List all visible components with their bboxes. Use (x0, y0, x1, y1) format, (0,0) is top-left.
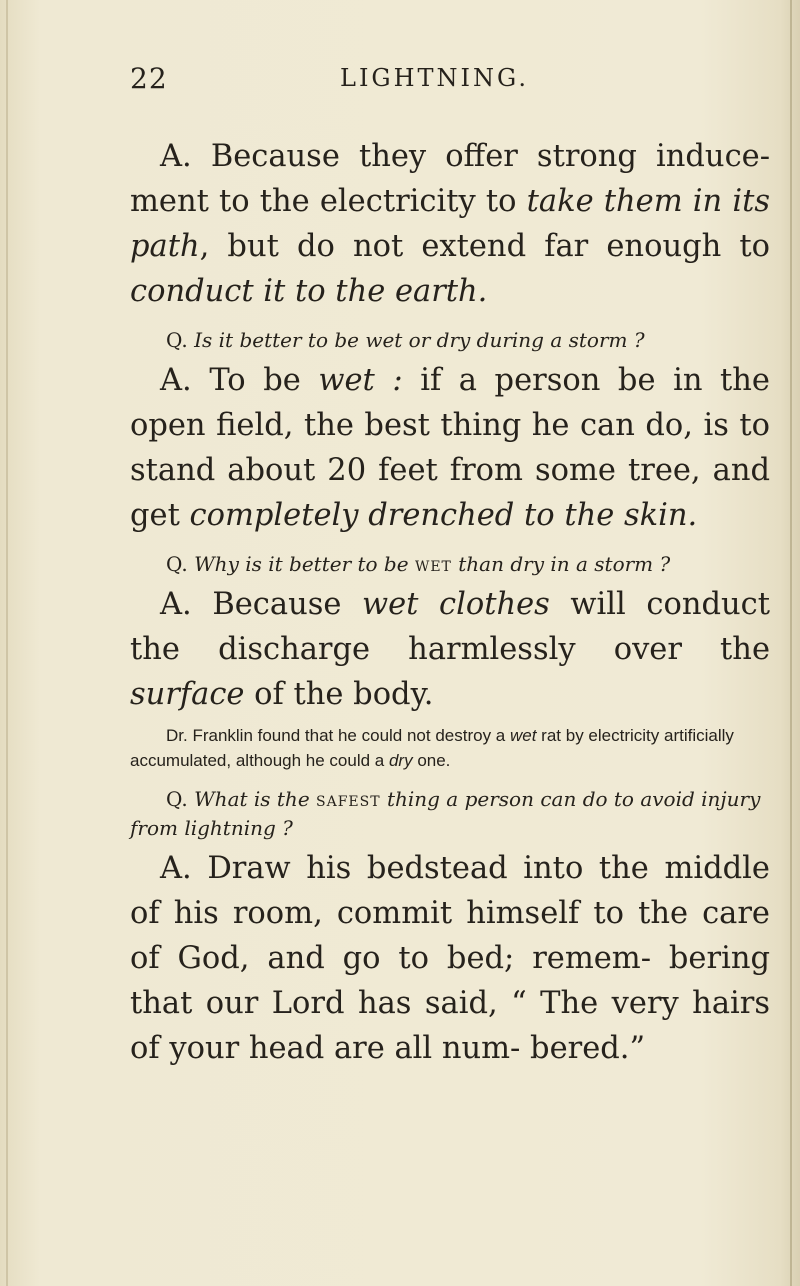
question-label: Q. (166, 328, 188, 352)
question-label: Q. (166, 552, 188, 576)
question-paragraph (130, 326, 770, 355)
answer-text: Draw his bedstead into the middle of his room, commit himself to the care of God, and go to bed; remem- bering that our Lord has said, “ The very hairs of your head are all num- bered.” (130, 851, 770, 1066)
note-emphasis: dry (388, 751, 413, 770)
question-small-caps: wet (414, 552, 452, 576)
answer-emphasis: take them in its path (130, 184, 770, 264)
question-text: Is it better to be wet or dry during a storm ? (194, 328, 645, 352)
answer-paragraph (130, 582, 770, 717)
note-text: Dr. Franklin found that he could not destroy a (166, 726, 510, 745)
answer-label: A. (160, 587, 192, 622)
question-paragraph (130, 550, 770, 579)
question-text: What is the (194, 787, 317, 811)
answer-text: , but do not extend far enough to (199, 229, 770, 264)
question-small-caps: safest (316, 787, 381, 811)
note-text: rat by electricity artificially accumulated, although he could a (130, 726, 734, 770)
running-head: LIGHTNING. (340, 64, 529, 92)
footnote-paragraph (130, 723, 770, 773)
page-edge-left (6, 0, 8, 1286)
answer-paragraph (130, 358, 770, 538)
answer-label: A. (160, 139, 192, 174)
answer-label: A. (160, 851, 192, 886)
answer-emphasis: conduct it to the earth. (130, 274, 488, 309)
page-header (130, 62, 770, 102)
question-paragraph (130, 785, 770, 843)
question-text: thing a person can do to avoid injury from lightning ? (130, 787, 761, 840)
answer-emphasis: wet clothes (362, 587, 550, 622)
question-text: Why is it better to be (194, 552, 415, 576)
page-edge-right (790, 0, 792, 1286)
question-label: Q. (166, 787, 188, 811)
question-text: than dry in a storm ? (451, 552, 671, 576)
answer-emphasis: wet : (318, 363, 403, 398)
answer-paragraph (130, 134, 770, 314)
answer-text: of the body. (244, 677, 434, 712)
answer-emphasis: completely drenched to the skin. (189, 498, 698, 533)
answer-text: To be (209, 363, 319, 398)
answer-text: will conduct the discharge harmlessly over the (130, 587, 770, 667)
page-body (130, 134, 770, 1071)
answer-emphasis: surface (130, 677, 245, 712)
answer-label: A. (160, 363, 192, 398)
answer-text: if a person be in the open field, the best thing he can do, is to stand about 20 feet from some tree, and get (130, 363, 770, 533)
answer-text: Because they offer strong induce- ment to the electricity to (130, 139, 771, 219)
page-number: 22 (130, 62, 168, 95)
note-text: one. (412, 751, 451, 770)
answer-text: Because (212, 587, 363, 622)
answer-paragraph (130, 846, 770, 1071)
note-emphasis: wet (509, 726, 537, 745)
